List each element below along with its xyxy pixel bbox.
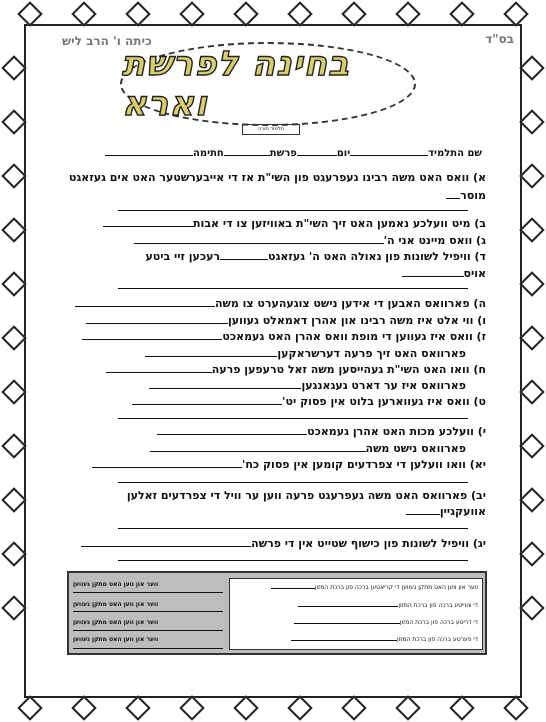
answer-blank[interactable] <box>298 600 398 607</box>
question-yg: יג) וויפיל לשונות פון כישוף שטייט אין די פרשה <box>81 536 486 551</box>
panel-left-line[interactable] <box>73 611 223 612</box>
answer-blank[interactable] <box>82 329 222 340</box>
day-blank[interactable] <box>297 145 337 156</box>
panel-left-line[interactable] <box>73 630 223 631</box>
answer-blank[interactable] <box>92 457 242 468</box>
answer-blank[interactable] <box>106 362 212 373</box>
question-a: א) וואס האט משה רבינו געפרעגט פון השי"ת אז די אייבערשטער האט אים געזאגט <box>68 171 486 184</box>
parsha-blank[interactable] <box>224 145 270 156</box>
answer-blank[interactable] <box>145 346 277 357</box>
question-d-line2: אויס <box>402 266 487 281</box>
question-b: ב) מיט וועלכע נאמען האט זיך השי"ת באוויזען צו די אבות <box>103 216 486 231</box>
title-oval <box>120 42 416 126</box>
answer-blank[interactable] <box>220 249 268 260</box>
question-yb: יב) פארוואס האט משה געפרעגט פרעה ווען ער וויל די צפרדעים זאלען <box>126 489 486 502</box>
answer-blank[interactable] <box>291 634 397 641</box>
answer-blank[interactable] <box>149 378 301 389</box>
panel-row-4: די פערטע ברכה פון ברכת המזון <box>291 634 478 643</box>
answer-blank[interactable] <box>75 296 215 307</box>
question-y-sub: פארוואס נישט משה <box>150 441 466 456</box>
answer-blank[interactable] <box>134 233 384 244</box>
bonus-panel-box <box>229 578 483 650</box>
bonus-panel <box>67 571 487 655</box>
panel-left-row-1: ווער און ווען האט מתקן געווען <box>73 581 159 588</box>
question-z-sub: פארוואס האט זיך פרעה דערשראקען <box>145 346 466 361</box>
signature-blank[interactable] <box>105 145 193 156</box>
panel-row-2: די צווייטע ברכה פון ברכת המזון <box>298 600 478 609</box>
answer-line[interactable] <box>118 288 468 289</box>
question-ch-sub: פארוואס איז ער דארט געגאנגען <box>149 378 466 393</box>
student-name-label: שם התלמיד <box>428 148 482 159</box>
question-z: ז) וואס איז געווען די מופת וואס אהרן האט געמאכט <box>82 329 486 344</box>
answer-line[interactable] <box>118 418 468 419</box>
panel-left-line[interactable] <box>73 592 223 593</box>
answer-blank[interactable] <box>294 617 400 624</box>
panel-left-row-4: ווער און ווען האט מתקן געווען <box>73 636 159 643</box>
panel-left-row-3: ווער און ווען האט מתקן געווען <box>73 619 159 626</box>
answer-line[interactable] <box>118 482 468 483</box>
question-a-line2: מוסר <box>446 188 486 203</box>
signature-label: חתימה <box>193 148 224 159</box>
question-y: י) וועלכע מכות האט אהרן געמאכט <box>157 424 486 439</box>
answer-line[interactable] <box>118 210 468 211</box>
answer-blank[interactable] <box>271 582 315 589</box>
student-name-blank[interactable] <box>350 145 428 156</box>
panel-row-3: די דריטע ברכה פון ברכת המזון <box>294 617 478 626</box>
answer-blank[interactable] <box>132 394 282 405</box>
class-teacher-label: כיתה ו' הרב ליש <box>62 34 152 48</box>
question-ch: ח) וואו האט השי"ת געהייסען משה זאל טרעפען פרעה <box>106 362 486 377</box>
answer-blank[interactable] <box>86 313 228 324</box>
answer-line[interactable] <box>118 560 468 561</box>
question-d: ד) וויפיל לשונות פון גאולה האט ה' געזאגטרעכען זיי ביטע <box>145 250 486 263</box>
question-ya: יא) וואו וועלען די צפרדעים קומען אין פסוק כח' <box>92 457 486 472</box>
answer-blank[interactable] <box>150 441 366 452</box>
panel-row-1: ווער און ווען האט מתקן געווען די קריאטען ברכה פון ברכת המזון <box>271 582 478 591</box>
panel-left-line[interactable] <box>73 648 223 649</box>
question-yb-line2: אוועקגיין <box>406 504 486 519</box>
page-title: בחינה לפרשת וארא <box>122 44 350 124</box>
question-h: ה) פארוואס האבען די אידען נישט צוגעהערט צו משה <box>75 296 486 311</box>
panel-left-row-2: ווער און ווען האט מתקן געווען <box>73 601 159 608</box>
student-details-line <box>62 145 482 159</box>
stamp: תלמוד תורה <box>242 124 300 135</box>
question-t: ט) וואס איז געווארען בלוט אין פסוק יט' <box>132 394 486 409</box>
answer-blank[interactable] <box>402 266 464 277</box>
answer-blank[interactable] <box>103 216 193 227</box>
day-label: יום <box>336 148 351 159</box>
answer-blank[interactable] <box>157 424 307 435</box>
parsha-label: פרשת <box>269 148 297 159</box>
answer-line[interactable] <box>118 528 468 529</box>
question-v: ו) ווי אלט איז משה רבינו און אהרן דאמאלט געווען <box>86 313 486 328</box>
answer-blank[interactable] <box>406 504 440 515</box>
question-g: ג) וואס מיינט אני ה' <box>134 233 486 248</box>
answer-blank[interactable] <box>81 536 251 547</box>
answer-blank[interactable] <box>446 188 460 199</box>
bsd-label: בס"ד <box>485 32 514 46</box>
